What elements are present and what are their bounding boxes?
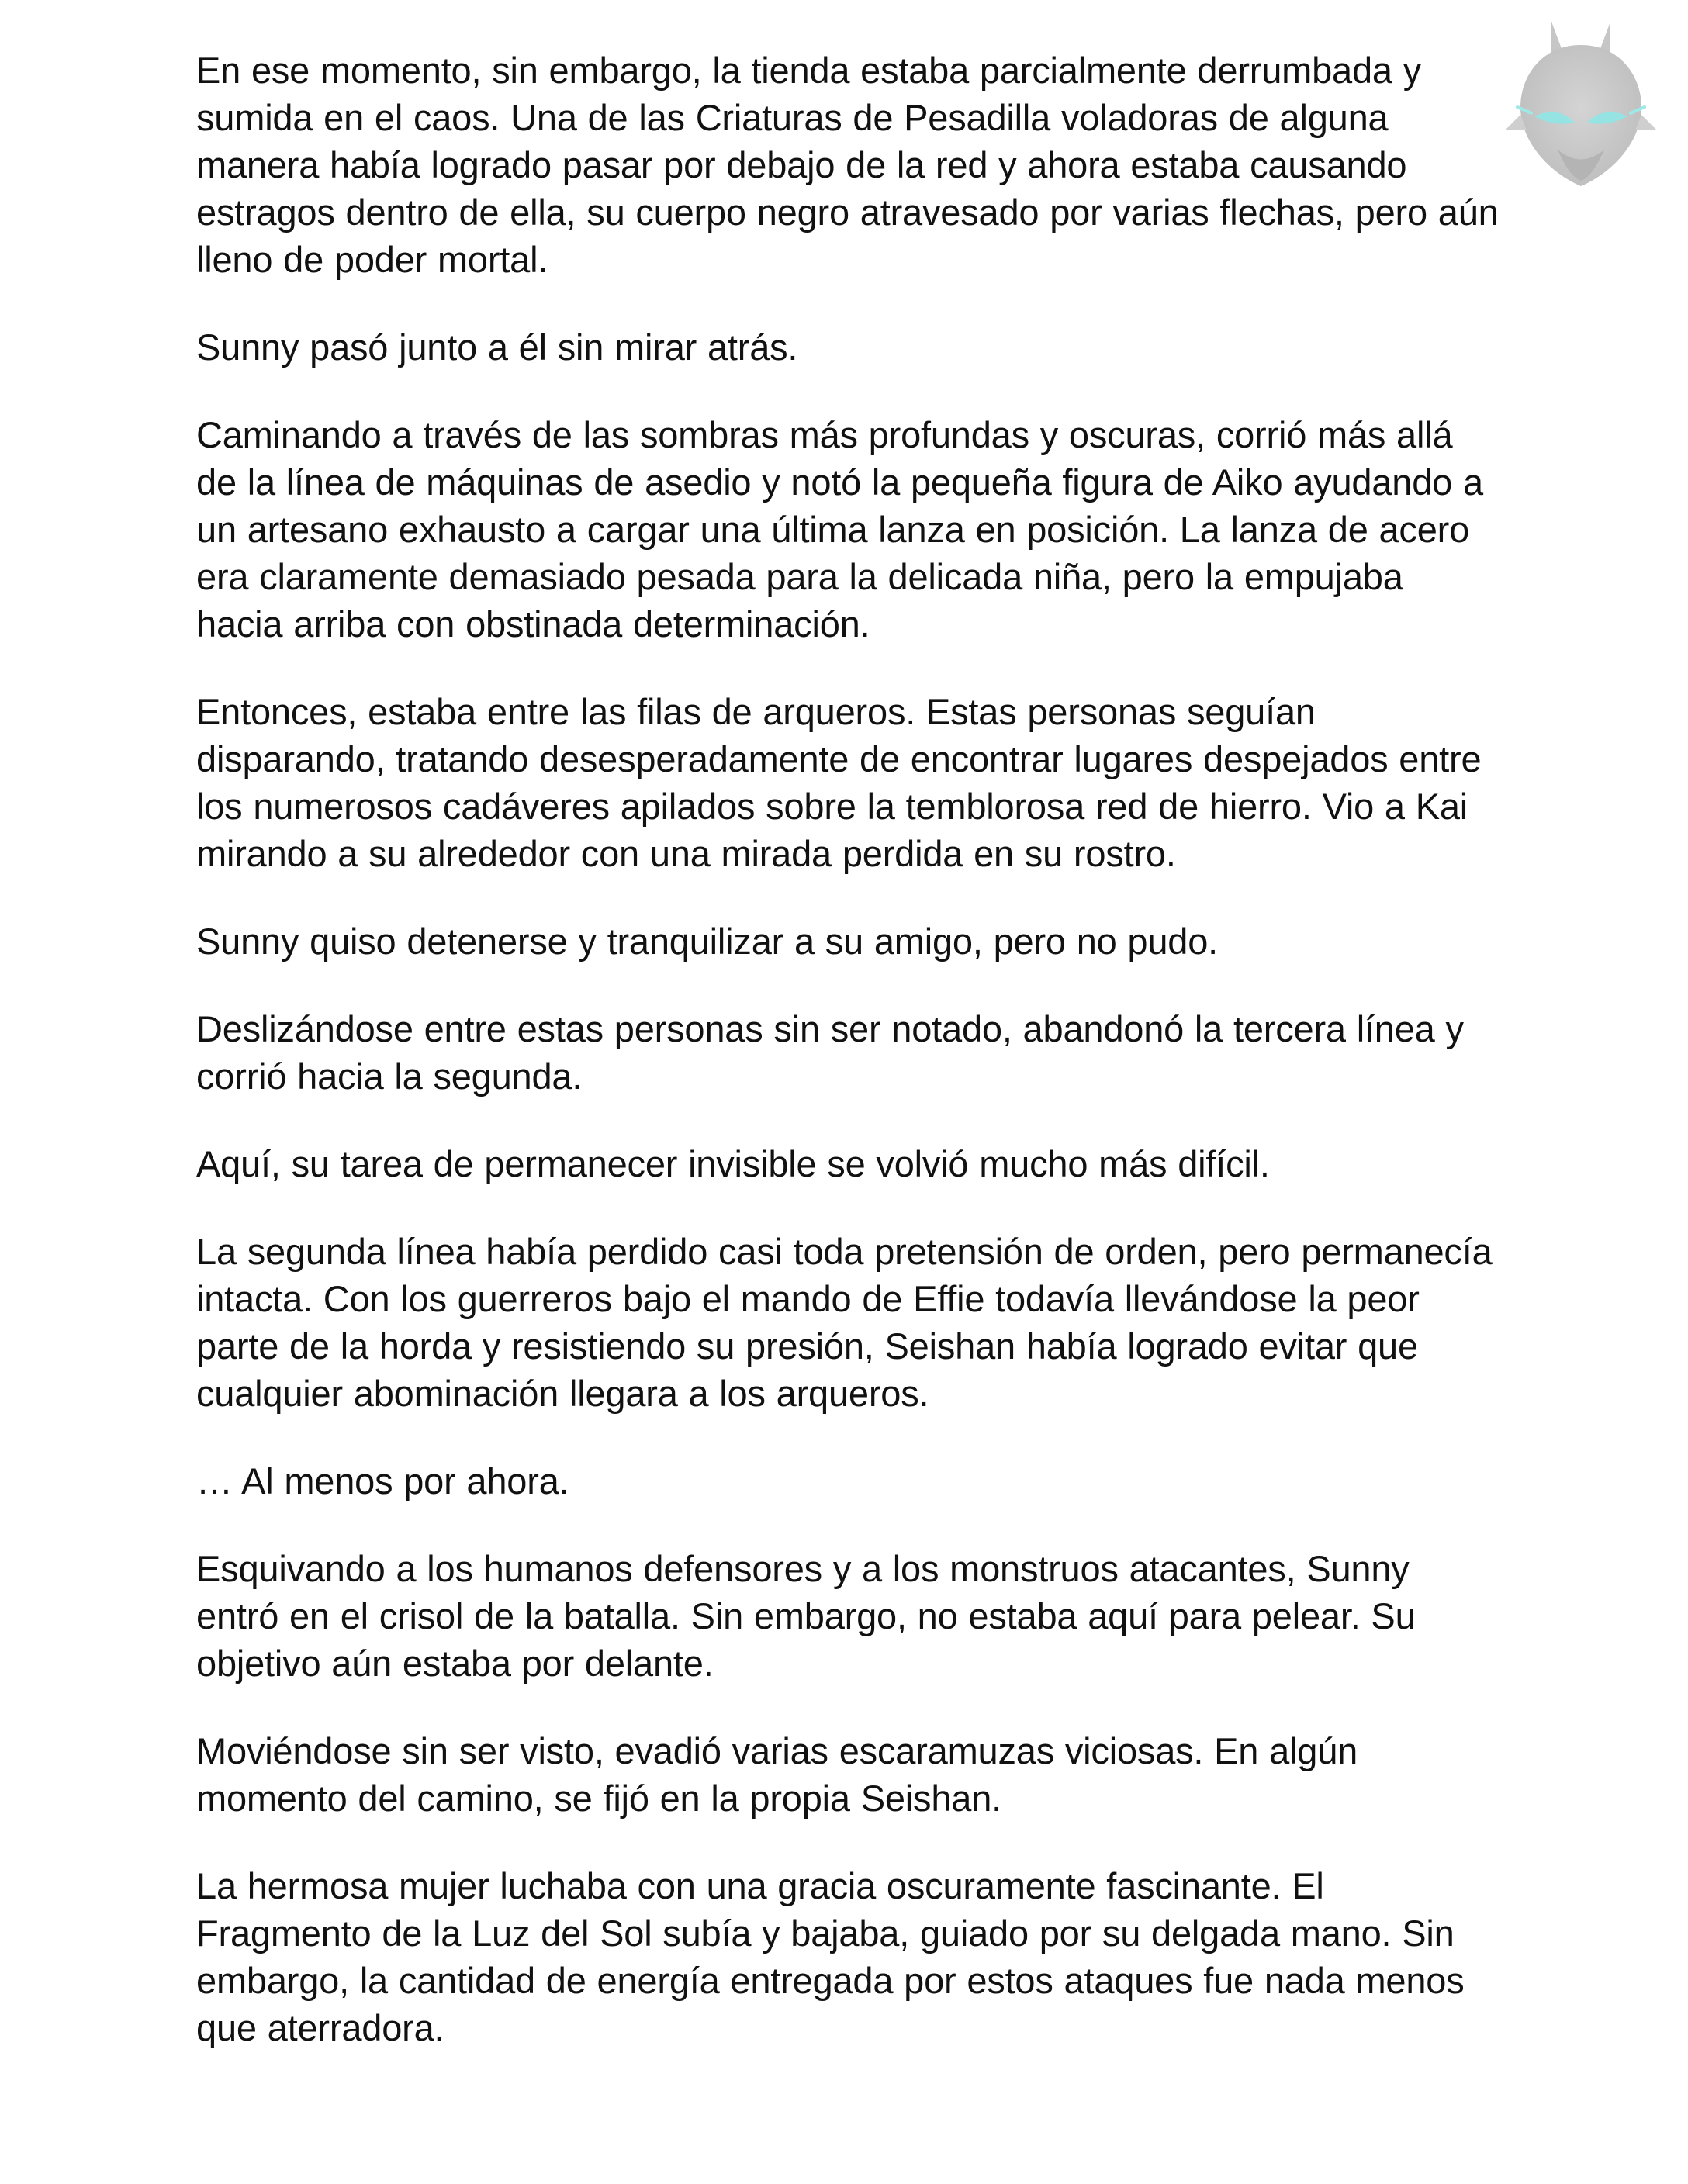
paragraph: … Al menos por ahora. — [196, 1460, 569, 1502]
paragraph: Esquivando a los humanos defensores y a los monstruos atacantes, Sunny entró en el crisol de la batalla. Sin embargo, no estaba aquí para pelear. Su objetivo aún estaba por delante. — [196, 1548, 1416, 1684]
paragraph: Aquí, su tarea de permanecer invisible se volvió mucho más difícil. — [196, 1143, 1270, 1184]
paragraph: La hermosa mujer luchaba con una gracia oscuramente fascinante. El Fragmento de la Luz del Sol subía y bajaba, guiado por su delgada mano. Sin embargo, la cantidad de energía entregada por estos ataques fue nada menos que aterradora. — [196, 1865, 1465, 2048]
paragraph: En ese momento, sin embargo, la tienda estaba parcialmente derrumbada y sumida en el caos. Una de las Criaturas de Pesadilla voladoras de alguna manera había logrado pasar por debajo de la red y ahora estaba causando estragos dentro de ella, su cuerpo negro atravesado por varias flechas, pero aún lleno de poder mortal. — [196, 50, 1499, 280]
paragraph: Moviéndose sin ser visto, evadió varias escaramuzas viciosas. En algún momento del camino, se fijó en la propia Seishan. — [196, 1730, 1358, 1819]
document-body — [196, 47, 1499, 2092]
paragraph: Sunny quiso detenerse y tranquilizar a su amigo, pero no pudo. — [196, 921, 1219, 962]
paragraph: Caminando a través de las sombras más profundas y oscuras, corrió más allá de la línea de máquinas de asedio y notó la pequeña figura de Aiko ayudando a un artesano exhausto a cargar una última lanza en posición. La lanza de acero era claramente demasiado pesada para la delicada niña, pero la empujaba hacia arriba con obstinada determinación. — [196, 414, 1483, 644]
paragraph: Entonces, estaba entre las filas de arqueros. Estas personas seguían disparando, tratando desesperadamente de encontrar lugares despejados entre los numerosos cadáveres apilados sobre la temblorosa red de hierro. Vio a Kai mirando a su alrededor con una mirada perdida en su rostro. — [196, 691, 1482, 874]
paragraph: La segunda línea había perdido casi toda pretensión de orden, pero permanecía intacta. Con los guerreros bajo el mando de Effie todavía llevándose la peor parte de la horda y resistiendo su presión, Seishan había logrado evitar que cualquier abominación llegara a los arqueros. — [196, 1231, 1493, 1414]
paragraph: Sunny pasó junto a él sin mirar atrás. — [196, 327, 798, 368]
demon-head-logo-icon — [1503, 14, 1659, 192]
paragraph: Deslizándose entre estas personas sin ser notado, abandonó la tercera línea y corrió hacia la segunda. — [196, 1008, 1464, 1097]
